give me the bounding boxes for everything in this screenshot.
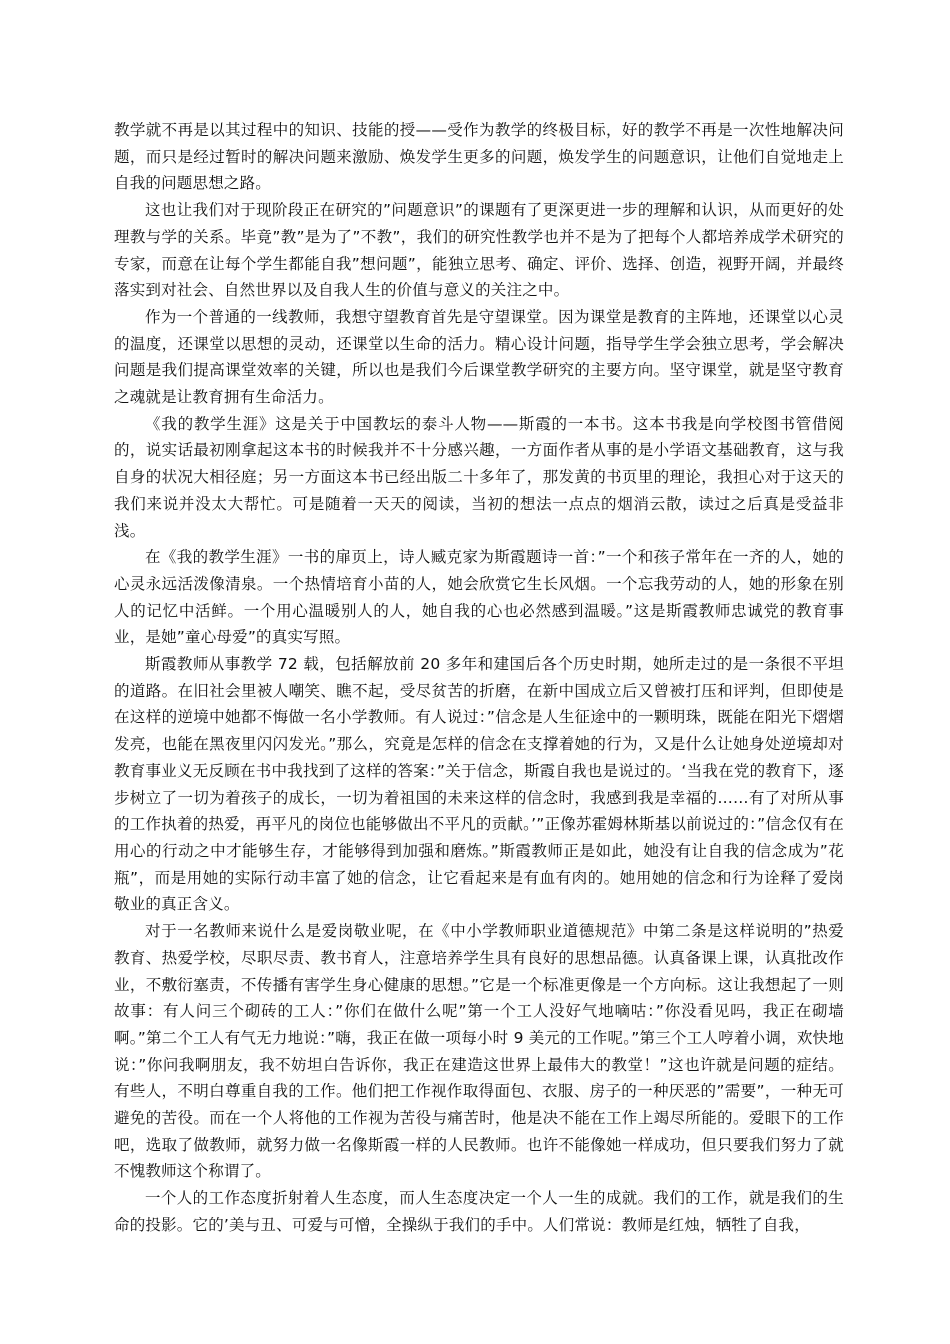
- paragraph: 这也让我们对于现阶段正在研究的”问题意识”的课题有了更深更进一步的理解和认识，从而更好的处理教与学的关系。毕竟”教”是为了”不教”，我们的研究性教学也并不是为了把每个人都培养成学术研究的专家，而意在让每个学生都能自我”想问题”，能独立思考、确定、评价、选择、创造，视野开阔，并最终落实到对社会、自然世界以及自我人生的价值与意义的关注之中。: [114, 201, 844, 300]
- paragraph-continuation: 教学就不再是以其过程中的知识、技能的授——受作为教学的终极目标，好的教学不再是一次性地解决问题，而只是经过暂时的解决问题来激励、焕发学生更多的问题，焕发学生的问题意识，让他们自觉地走上自我的问题思想之路。: [114, 121, 844, 193]
- paragraph: 在《我的教学生涯》一书的扉页上，诗人臧克家为斯霞题诗一首：”一个和孩子常年在一齐的人，她的心灵永远活泼像清泉。一个热情培育小苗的人，她会欣赏它生长风烟。一个忘我劳动的人，她的形象在别人的记忆中活鲜。一个用心温暖别人的人，她自我的心也必然感到温暖。”这是斯霞教师忠诚党的教育事业，是她”童心母爱”的真实写照。: [114, 548, 844, 647]
- paragraph: 作为一个普通的一线教师，我想守望教育首先是守望课堂。因为课堂是教育的主阵地，还课堂以心灵的温度，还课堂以思想的灵动，还课堂以生命的活力。精心设计问题，指导学生学会独立思考，学会解决问题是我们提高课堂效率的关键，所以也是我们今后课堂教学研究的主要方向。坚守课堂，就是坚守教育之魂就是让教育拥有生命活力。: [114, 307, 844, 407]
- document-body: [114, 117, 844, 1239]
- paragraph: 对于一名教师来说什么是爱岗敬业呢，在《中小学教师职业道德规范》中第二条是这样说明的”热爱教育、热爱学校，尽职尽责、教书育人，注意培养学生具有良好的思想品德。认真备课上课，认真批改作业，不敷衍塞责，不传播有害学生身心健康的思想。”它是一个标准更像是一个方向标。这让我想起了一则故事：有人问三个砌砖的工人：”你们在做什么呢”第一个工人没好气地嘀咕：”你没看见吗，我正在砌墙啊。”第二个工人有气无力地说：”嗨，我正在做一项每小时 9 美元的工作呢。”第三个工人哼着小调，欢快地说：”你问我啊朋友，我不妨坦白告诉你，我正在建造这世界上最伟大的教堂！”这也许就是问题的症结。有些人，不明白尊重自我的工作。他们把工作视作取得面包、衣服、房子的一种厌恶的”需要”，一种无可避免的苦役。而在一个人将他的工作视为苦役与痛苦时，他是决不能在工作上竭尽所能的。爱眼下的工作吧，选取了做教师，就努力做一名像斯霞一样的人民教师。也许不能像她一样成功，但只要我们努力了就不愧教师这个称谓了。: [114, 922, 844, 1181]
- paragraph: 《我的教学生涯》这是关于中国教坛的泰斗人物——斯霞的一本书。这本书我是向学校图书管借阅的，说实话最初刚拿起这本书的时候我并不十分感兴趣，一方面作者从事的是小学语文基础教育，这与我自身的状况大相径庭；另一方面这本书已经出版二十多年了，那发黄的书页里的理论，我担心对于这天的我们来说并没太大帮忙。可是随着一天天的阅读，当初的想法一点点的烟消云散，读过之后真是受益非浅。: [114, 414, 844, 540]
- paragraph: 一个人的工作态度折射着人生态度，而人生态度决定一个人一生的成就。我们的工作，就是我们的生命的投影。它的’美与丑、可爱与可憎，全操纵于我们的手中。人们常说：教师是红烛，牺牲了自我，: [114, 1189, 844, 1234]
- paragraph: 斯霞教师从事教学 72 载，包括解放前 20 多年和建国后各个历史时期，她所走过的是一条很不平坦的道路。在旧社会里被人嘲笑、瞧不起，受尽贫苦的折磨，在新中国成立后又曾被打压和评判，但即使是在这样的逆境中她都不悔做一名小学教师。有人说过：”信念是人生征途中的一颗明珠，既能在阳光下熠熠发亮，也能在黑夜里闪闪发光。”那么，究竟是怎样的信念在支撑着她的行为，又是什么让她身处逆境却对教育事业义无反顾在书中我找到了这样的答案：”关于信念，斯霞自我也是说过的。‘当我在党的教育下，逐步树立了一切为着孩子的成长，一切为着祖国的未来这样的信念时，我感到我是幸福的……有了对所从事的工作执着的热爱，再平凡的岗位也能够做出不平凡的贡献。’”正像苏霍姆林斯基以前说过的：”信念仅有在用心的行动之中才能够生存，才能够得到加强和磨炼。”斯霞教师正是如此，她没有让自我的信念成为”花瓶”，而是用她的实际行动丰富了她的信念，让它看起来是有血有肉的。她用她的信念和行为诠释了爱岗敬业的真正含义。: [114, 655, 844, 914]
